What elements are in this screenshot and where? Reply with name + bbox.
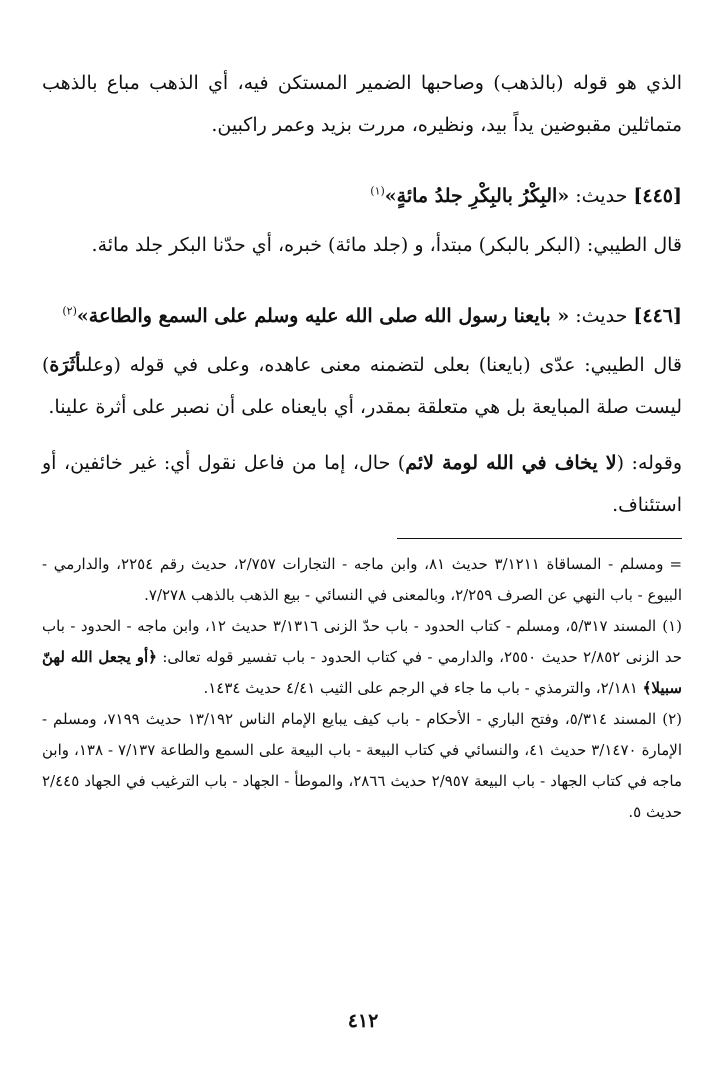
- footnote-continuation: [42, 549, 682, 611]
- footnote-2: [42, 704, 682, 828]
- hadith-445-text: «البِكْرُ بالبِكْرِ جلدُ مائةٍ»: [384, 185, 570, 207]
- spacer: [42, 216, 682, 224]
- footnote-1-marker: (١): [662, 617, 682, 635]
- paragraph-2-text: قال الطيبي: (البكر بالبكر) مبتدأ، و (جلد مائة) خبره، أي حدّنا البكر جلد مائة.: [91, 234, 682, 256]
- hadith-445-heading: [42, 176, 682, 216]
- paragraph-1-text: الذي هو قوله (بالذهب) وصاحبها الضمير المستكن فيه، أي الذهب مباع بالذهب متماثلين مقبوضين يداً بيد، ونظيره، مررت بزيد وعمر راكبين.: [42, 72, 682, 136]
- hadith-446-label: حديث:: [575, 305, 628, 327]
- paragraph-2: [42, 224, 682, 266]
- paragraph-4-end: ) حال، إما من فاعل نقول أي: غير خائفين، أو استئناف.: [42, 452, 682, 516]
- hadith-446-heading: [42, 296, 682, 336]
- paragraph-3: [42, 344, 682, 428]
- spacer: [42, 266, 682, 296]
- spacer: [42, 146, 682, 176]
- paragraph-3-start: قال الطيبي: عدّى (بايعنا) بعلى لتضمنه معنى عاهده، وعلى في قوله (وعلى: [80, 354, 682, 376]
- paragraph-4: [42, 442, 682, 526]
- paragraph-3-end: ) ليست صلة المبايعة بل هي متعلقة بمقدر، أي بايعناه على أن نصبر على أثرة علينا.: [42, 354, 682, 418]
- footnote-1: [42, 611, 682, 704]
- footnote-1-end: ٢/١٨١، والترمذي - باب ما جاء في الرجم على الثيب ٤/٤١ حديث ١٤٣٤.: [203, 679, 638, 697]
- hadith-446-number: [٤٤٦]: [633, 305, 682, 327]
- footnote-1-start: المسند ٥/٣١٧، ومسلم - كتاب الحدود - باب حدّ الزنى ٣/١٣١٦ حديث ١٢، وابن ماجه - الحدود - باب حد الزنى ٢/٨٥٢ حديث ٢٥٥٠، والدارمي - في كتاب الحدود - باب تفسير قوله تعالى:: [42, 617, 682, 666]
- footnote-continuation-text: ومسلم - المساقاة ٣/١٢١١ حديث ٨١، وابن ماجه - التجارات ٢/٧٥٧، حديث رقم ٢٢٥٤، والدارمي - البيوع - باب النهي عن الصرف ٢/٢٥٩، وبالمعنى في النسائي - بيع الذهب بالذهب ٧/٢٧٨.: [42, 555, 682, 604]
- paragraph-4-bold: لا يخاف في الله لومة لائم: [405, 452, 617, 474]
- footnote-2-text: المسند ٥/٣١٤، وفتح الباري - الأحكام - باب كيف يبايع الإمام الناس ١٣/١٩٢ حديث ٧١٩٩، ومسلم - الإمارة ٣/١٤٧٠ حديث ٤١، والنسائي في كتاب البيعة - باب البيعة على السمع والطاعة ٧/١٣٧ - ١٣٨، وابن ماجه في كتاب الجهاد - باب البيعة ٢/٩٥٧ حديث ٢٨٦٦، والموطأ - الجهاد - باب الترغيب في الجهاد ٢/٤٤٥ حديث ٥.: [42, 710, 682, 821]
- paragraph-4-start: وقوله: (: [616, 452, 682, 474]
- hadith-445-number: [٤٤٥]: [633, 185, 682, 207]
- spacer: [42, 428, 682, 442]
- footnote-ref-1: (١): [370, 184, 385, 198]
- footnote-continuation-marker: =: [669, 555, 683, 573]
- footnote-ref-2: (٢): [62, 304, 77, 318]
- paragraph-3-bold: أثَرَة: [49, 354, 81, 376]
- footnote-1-quran: ﴿أو يجعل الله لهنّ سبيلا﴾: [42, 648, 682, 697]
- hadith-445-label: حديث:: [575, 185, 628, 207]
- spacer: [42, 336, 682, 344]
- page-number: ٤١٢: [347, 1010, 379, 1032]
- footnote-2-marker: (٢): [662, 710, 682, 728]
- footnote-rule: [397, 538, 682, 539]
- paragraph-1: [42, 62, 682, 146]
- hadith-446-text: « بايعنا رسول الله صلى الله عليه وسلم على السمع والطاعة»: [76, 305, 570, 327]
- page-body: [42, 62, 682, 828]
- footnote-separator: [42, 538, 682, 539]
